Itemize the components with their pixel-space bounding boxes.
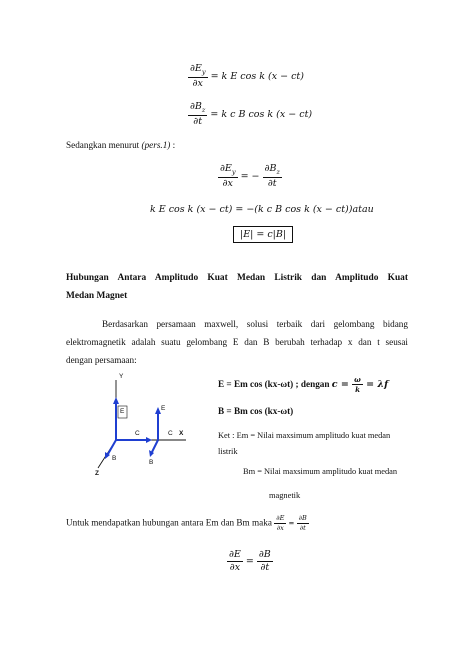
equation-dE-dx-equals-dB-dt: $\frac{\partial E}{\partial x}$ = $\frac{\partial B}{\partial t}$ xyxy=(229,549,271,573)
inline-fraction-right: $\frac{\partial B}{\partial t}$ xyxy=(298,514,307,532)
fraction xyxy=(188,102,207,127)
paragraph-maxwell xyxy=(66,315,408,369)
fraction-left: $\frac{\partial E_y}{\partial x}$ xyxy=(220,163,236,189)
denominator: ∂x xyxy=(192,77,203,89)
equation-dBz-dt xyxy=(188,102,312,127)
ket-line-4: magnetik xyxy=(269,491,301,500)
sedangkan-text: Sedangkan menurut (pers.1) : xyxy=(66,140,176,150)
equation-dEy-dx xyxy=(188,64,304,89)
equation-boxed-result: |E| = c|B| xyxy=(233,226,293,243)
fraction xyxy=(188,64,208,89)
heading-line-2: Medan Magnet xyxy=(66,291,128,301)
equation-rhs: = k c B cos k (x − ct) xyxy=(210,108,313,120)
numerator: ∂B xyxy=(190,101,202,112)
z-axis-label: Z xyxy=(95,470,99,477)
heading-line-1: Hubungan Antara Amplitudo Kuat Medan Listrik dan Amplitudo Kuat xyxy=(66,273,408,283)
c-label-2: C xyxy=(168,430,173,437)
denominator: ∂t xyxy=(193,115,203,127)
paragraph-line-3: dengan persamaan: xyxy=(66,355,137,365)
formula-separator: ; dengan xyxy=(293,378,332,389)
lambda-f: = λf xyxy=(362,378,389,390)
equation-reference: (pers.1) xyxy=(141,140,171,150)
formula-b-wave: B = Bm cos (kx-ωt) xyxy=(218,406,294,416)
e-box-label: E xyxy=(120,408,125,415)
speed-symbol: c xyxy=(331,378,338,390)
equation-expanded: k E cos k (x − ct) = −(k c B cos k (x − ct))atau xyxy=(150,204,374,215)
formula-e-text: E = Em cos (kx-ωt) xyxy=(218,378,294,389)
equation-rhs: = k E cos k (x − ct) xyxy=(210,70,304,82)
numerator: ∂E xyxy=(190,63,202,74)
b-label-2: B xyxy=(149,459,154,466)
y-axis-label: Y xyxy=(119,373,124,380)
fraction-left: $\frac{\partial E}{\partial x}$ xyxy=(229,549,241,573)
fraction-right: $\frac{\partial B_z}{\partial t}$ xyxy=(264,163,280,189)
equation-maxwell-relation xyxy=(218,164,282,189)
x-axis-label: X xyxy=(179,430,184,437)
paragraph-line-1: Berdasarkan persamaan maxwell, solusi terbaik dari gelombang bidang xyxy=(102,319,408,329)
b-field-arrow xyxy=(108,440,116,454)
e-label: E xyxy=(161,405,166,412)
section-heading xyxy=(66,269,408,305)
ket-line-2: listrik xyxy=(218,447,238,456)
omega-over-k: $\frac{\omega}{k}$ xyxy=(354,375,361,395)
subscript: y xyxy=(201,67,206,76)
e-field-arrowhead xyxy=(113,397,119,404)
em-wave-diagram xyxy=(86,370,196,482)
c-arrowhead xyxy=(146,437,152,443)
untuk-text: Untuk mendapatkan hubungan antara Em dan Bm maka xyxy=(66,517,275,528)
inline-fraction-left: $\frac{\partial E}{\partial x}$ xyxy=(276,514,285,532)
ket-line-3: Bm = Nilai maxsimum amplitudo kuat medan xyxy=(243,467,398,476)
ket-line-1: Ket : Em = Nilai maxsimum amplitudo kuat medan xyxy=(218,431,391,440)
b-label: B xyxy=(112,455,117,462)
paragraph-line-2: elektromagnetik adalah suatu gelombang E dan B berubah terhadap x dan t seusai xyxy=(66,337,408,347)
b-field-arrow-2 xyxy=(152,440,158,452)
c-label: C xyxy=(135,430,140,437)
untuk-line: Untuk mendapatkan hubungan antara Em dan Bm maka $\frac{\partial E}{\partial x}$ = $\frac{\partial B}{\partial t}$ xyxy=(66,514,307,532)
formula-e-wave: E = Em cos (kx-ωt) ; dengan c = $\frac{\omega}{k}$ = λf xyxy=(218,375,389,395)
equals-minus: = − xyxy=(240,170,260,182)
subscript: z xyxy=(201,105,206,114)
fraction-right: $\frac{\partial B}{\partial t}$ xyxy=(258,549,271,573)
